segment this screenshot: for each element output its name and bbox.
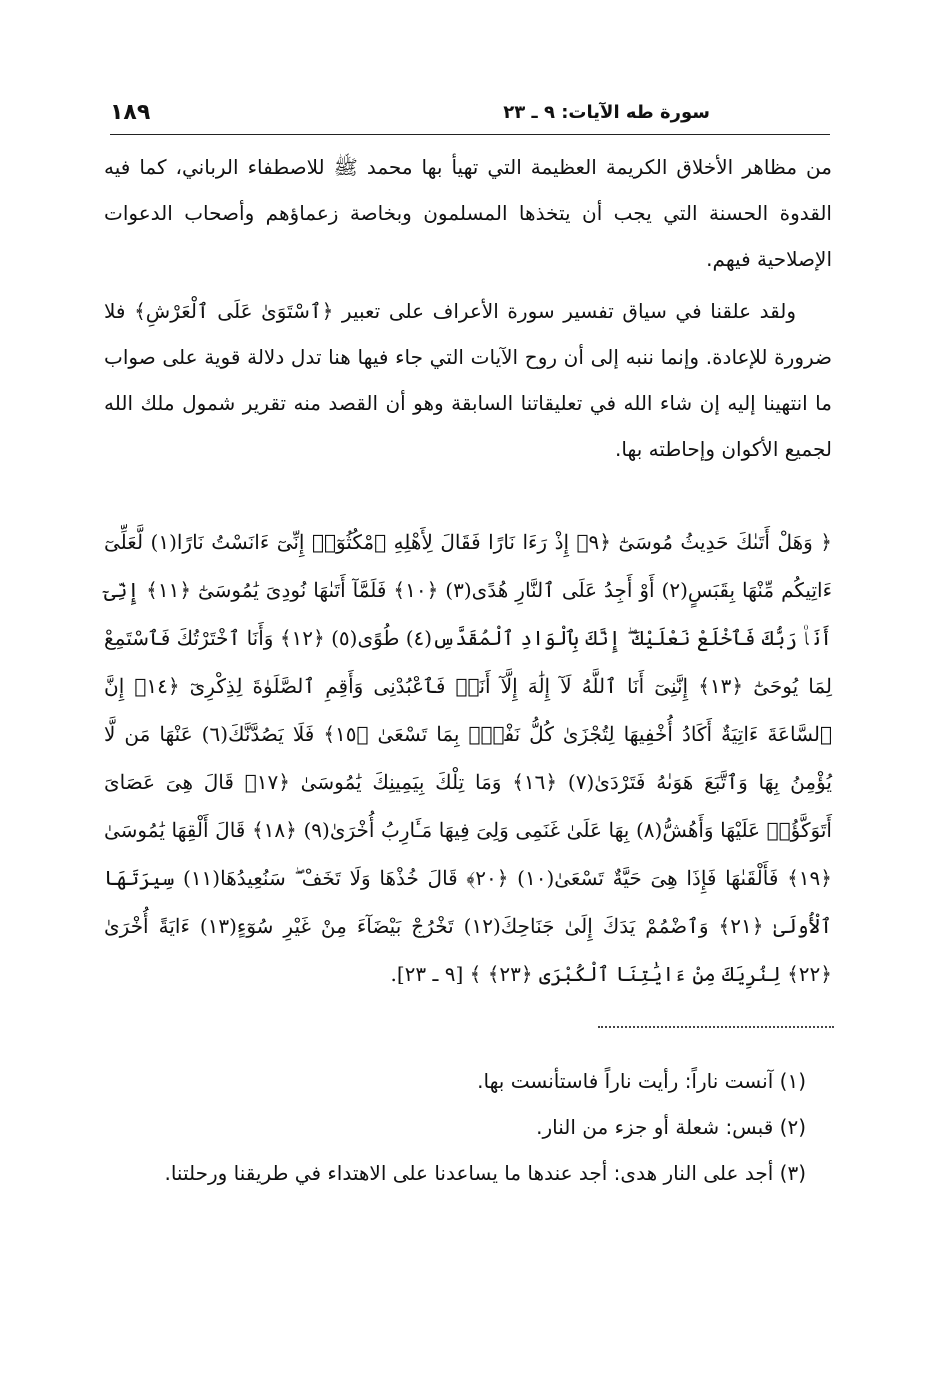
page-number: ١٨٩ (110, 100, 151, 125)
verses-text: ﴿ وَهَلْ أَتَىٰكَ حَدِيثُ مُوسَىٰٓ ﴿٩﴾ إِذْ رَءَا نَارًا فَقَالَ لِأَهْلِهِ ٱمْكُثُوٓا۟ إِنِّىٓ ءَانَسْتُ نَارًا(١) لَّعَلِّىٓ ءَاتِيكُم مِّنْهَا بِقَبَسٍ(٢) أَوْ أَجِدُ عَلَى ٱلنَّارِ هُدًى(٣) ﴿١٠﴾ فَلَمَّآ أَتَىٰهَا نُودِىَ يَٰمُوسَىٰٓ ﴿١١﴾ إِنِّىٓ أَنَا۠ رَبُّكَ فَٱخْلَعْ نَعْلَيْكَ ۖ إِنَّكَ بِٱلْوَادِ ٱلْمُقَدَّسِ(٤) طُوًى(٥) ﴿١٢﴾ وَأَنَا ٱخْتَرْتُكَ فَٱسْتَمِعْ لِمَا يُوحَىٰٓ ﴿١٣﴾ إِنَّنِىٓ أَنَا ٱللَّهُ لَآ إِلَٰهَ إِلَّآ أَنَا۠ فَٱعْبُدْنِى وَأَقِمِ ٱلصَّلَوٰةَ لِذِكْرِىٓ ﴿١٤﴾ إِنَّ ٱلسَّاعَةَ ءَاتِيَةٌ أَكَادُ أُخْفِيهَا لِتُجْزَىٰ كُلُّ نَفْسٍۭ بِمَا تَسْعَىٰ ﴿١٥﴾ فَلَا يَصُدَّنَّكَ(٦) عَنْهَا مَن لَّا يُؤْمِنُ بِهَا وَٱتَّبَعَ هَوَىٰهُ فَتَرْدَىٰ(٧) ﴿١٦﴾ وَمَا تِلْكَ بِيَمِينِكَ يَٰمُوسَىٰ ﴿١٧﴾ قَالَ هِىَ عَصَاىَ أَتَوَكَّؤُا۟ عَلَيْهَا وَأَهُشُّ(٨) بِهَا عَلَىٰ غَنَمِى وَلِىَ فِيهَا مَـَٔارِبُ أُخْرَىٰ(٩) ﴿١٨﴾ قَالَ أَلْقِهَا يَٰمُوسَىٰ ﴿١٩﴾ فَأَلْقَىٰهَا فَإِذَا هِىَ حَيَّةٌ تَسْعَىٰ(١٠) ﴿٢٠﴾ قَالَ خُذْهَا وَلَا تَخَفْ ۖ سَنُعِيدُهَا(١١) سِيرَتَهَا ٱلْأُولَىٰ ﴿٢١﴾ وَٱضْمُمْ يَدَكَ إِلَىٰ جَنَاحِكَ(١٢) تَخْرُجْ بَيْضَآءَ مِنْ غَيْرِ سُوٓءٍ(١٣) ءَايَةً أُخْرَىٰ ﴿٢٢﴾ لِنُرِيَكَ مِنْ ءَايَٰتِنَا ٱلْكُبْرَى ﴿٢٣﴾ ﴾ (104, 530, 833, 986)
footnotes-list (104, 1058, 832, 1196)
footnote-2: (٢) قبس: شعلة أو جزء من النار. (536, 1115, 806, 1139)
verses-reference: [٩ ـ ٢٣]. (390, 962, 464, 986)
footnote-1: (١) آنست ناراً: رأيت ناراً فاستأنست بها. (477, 1069, 806, 1093)
page-header (110, 100, 830, 135)
quran-verses (104, 518, 832, 998)
footnote-3: (٣) أجد على النار هدى: أجد عندها ما يساعدنا على الاهتداء في طريقنا ورحلتنا. (164, 1161, 806, 1185)
paragraph-1: من مظاهر الأخلاق الكريمة العظيمة التي تهيأ بها محمد ﷺ للاصطفاء الرباني، كما فيه القدوة الحسنة التي يجب أن يتخذها المسلمون وبخاصة زعماؤهم وأصحاب الدعوات الإصلاحية فيهم. (104, 155, 832, 271)
paragraph-2: ولقد علقنا في سياق تفسير سورة الأعراف على تعبير ﴿ٱسْتَوَىٰ عَلَى ٱلْعَرْشِ﴾ فلا ضرورة للإعادة. وإنما ننبه إلى أن روح الآيات التي جاء فيها هنا تدل دلالة قوية على صواب ما انتهينا إليه إن شاء الله في تعليقاتنا السابقة وهو أن القصد منه تقرير شمول ملك الله لجميع الأكوان وإحاطته بها. (104, 299, 832, 461)
running-title: سورة طه الآيات: ٩ ـ ٢٣ (503, 102, 710, 123)
footnote-divider (598, 1026, 834, 1028)
